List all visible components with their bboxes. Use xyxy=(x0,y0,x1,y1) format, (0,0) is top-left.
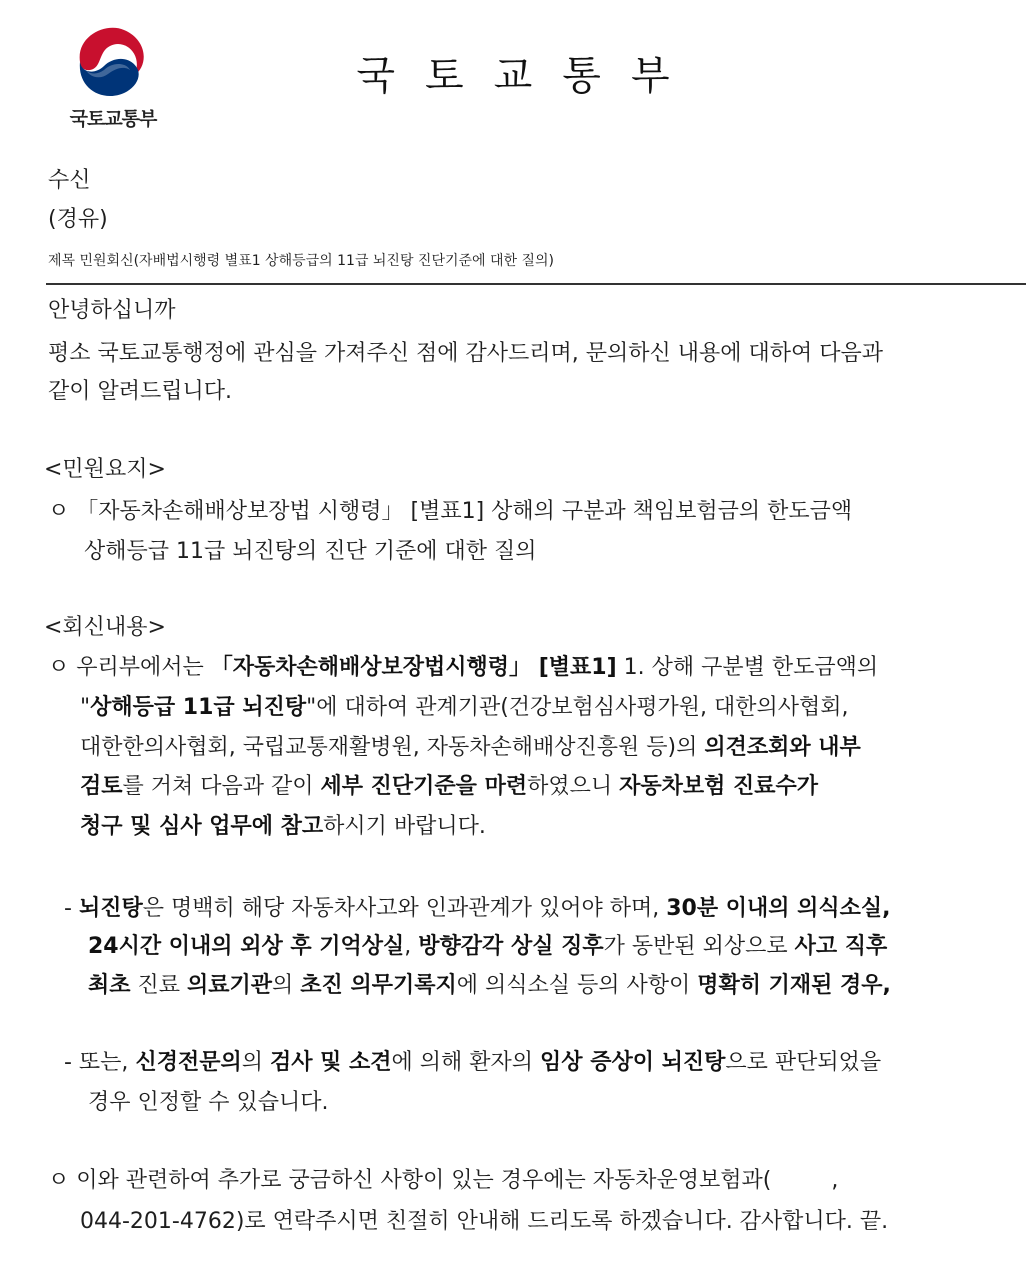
reply-p2-line-3 xyxy=(88,971,891,1001)
text-run: , xyxy=(831,1168,839,1193)
text-run: 의 xyxy=(241,1050,270,1075)
bold-run: 30분 이내의 의식소실, xyxy=(666,896,891,921)
text-run: - xyxy=(64,896,79,921)
text-run: 하시기 바랍니다. xyxy=(323,814,486,839)
bold-run: 24시간 이내의 외상 후 기억상실 xyxy=(88,934,405,959)
bold-run: 상해등급 11급 뇌진탕 xyxy=(90,695,307,720)
bold-run: 의료기관 xyxy=(187,973,273,998)
text-run: 하였으니 xyxy=(527,774,620,799)
recipient-label: 수신 xyxy=(48,168,91,193)
text-run: 으로 판단되었을 xyxy=(725,1050,882,1075)
reply-p2-line-1 xyxy=(64,894,891,924)
text-run: 를 거쳐 다음과 같이 xyxy=(122,774,321,799)
via-label: (경유) xyxy=(48,207,108,232)
text-run: 진료 xyxy=(130,973,188,998)
reply-p3-line-1 xyxy=(64,1048,881,1078)
text-run: " xyxy=(80,695,91,720)
page-title: 국토교통부 xyxy=(356,53,700,99)
bold-run: 명확히 기재된 경우, xyxy=(697,973,891,998)
reply-p2-line-2 xyxy=(88,932,887,962)
summary-heading: <민원요지> xyxy=(44,457,166,482)
bold-run: 신경전문의 xyxy=(135,1050,242,1075)
text-run: 에 의식소실 등의 사항이 xyxy=(456,973,698,998)
bold-run: 세부 진단기준을 마련 xyxy=(320,774,528,799)
bold-run: 검사 및 소견 xyxy=(269,1050,392,1075)
subject-line: 제목 민원회신(자배법시행령 별표1 상해등급의 11급 뇌진탕 진단기준에 대한 질의) xyxy=(48,253,555,269)
bold-run: 최초 xyxy=(88,973,131,998)
reply-p1-line-4 xyxy=(80,772,818,802)
bold-run: 의견조회와 내부 xyxy=(704,735,861,760)
logo-text: 국토교통부 xyxy=(69,108,157,130)
bold-run: 방향감각 상실 징후 xyxy=(418,934,604,959)
text-run: ㅇ 이와 관련하여 추가로 궁금하신 사항이 있는 경우에는 자동차운영보험과( xyxy=(48,1168,772,1193)
text-run: ㅇ 우리부에서는 xyxy=(48,655,211,680)
reply-p1-line-2 xyxy=(80,693,849,723)
reply-p1-line-5 xyxy=(80,812,486,842)
text-run: - 또는, xyxy=(64,1050,136,1075)
intro-line-2: 같이 알려드립니다. xyxy=(48,379,233,404)
text-run: "에 대하여 관계기관(건강보험심사평가원, 대한의사협회, xyxy=(306,695,849,720)
greeting: 안녕하십니까 xyxy=(48,298,176,323)
bold-run: 「자동차손해배상보장법시행령」 [별표1] xyxy=(210,655,617,680)
bold-run: 초진 의무기록지 xyxy=(300,973,457,998)
text-run: 대한한의사협회, 국립교통재활병원, 자동차손해배상진흥원 등)의 xyxy=(80,735,705,760)
text-run: 의 xyxy=(272,973,301,998)
reply-p4-line-1 xyxy=(48,1166,838,1196)
subject-divider xyxy=(46,283,1026,285)
bold-run: 자동차보험 진료수가 xyxy=(619,774,819,799)
text-run: , xyxy=(404,934,419,959)
bold-run: 청구 및 심사 업무에 참고 xyxy=(80,814,324,839)
text-run: 은 명백히 해당 자동차사고와 인과관계가 있어야 하며, xyxy=(142,896,667,921)
intro-line-1: 평소 국토교통행정에 관심을 가져주신 점에 감사드리며, 문의하신 내용에 대하여 다음과 xyxy=(48,341,884,366)
reply-p3-line-2: 경우 인정할 수 있습니다. xyxy=(88,1090,329,1115)
bold-run: 사고 직후 xyxy=(794,934,888,959)
summary-line-2: 상해등급 11급 뇌진탕의 진단 기준에 대한 질의 xyxy=(84,539,537,564)
bold-run: 임상 증상이 뇌진탕 xyxy=(540,1050,726,1075)
bold-run: 검토 xyxy=(80,774,123,799)
reply-p4-line-2: 044-201-4762)로 연락주시면 친절히 안내해 드리도록 하겠습니다. 감사합니다. 끝. xyxy=(80,1209,889,1234)
text-run: 에 의해 환자의 xyxy=(391,1050,541,1075)
text-run: 가 동반된 외상으로 xyxy=(603,934,795,959)
text-run: 1. 상해 구분별 한도금액의 xyxy=(616,655,879,680)
reply-heading: <회신내용> xyxy=(44,615,166,640)
bold-run: 뇌진탕 xyxy=(78,896,143,921)
reply-p1-line-1 xyxy=(48,653,878,683)
summary-line-1: ㅇ 「자동차손해배상보장법 시행령」 [별표1] 상해의 구분과 책임보험금의 한도금액 xyxy=(48,499,853,524)
reply-p1-line-3 xyxy=(80,733,861,763)
